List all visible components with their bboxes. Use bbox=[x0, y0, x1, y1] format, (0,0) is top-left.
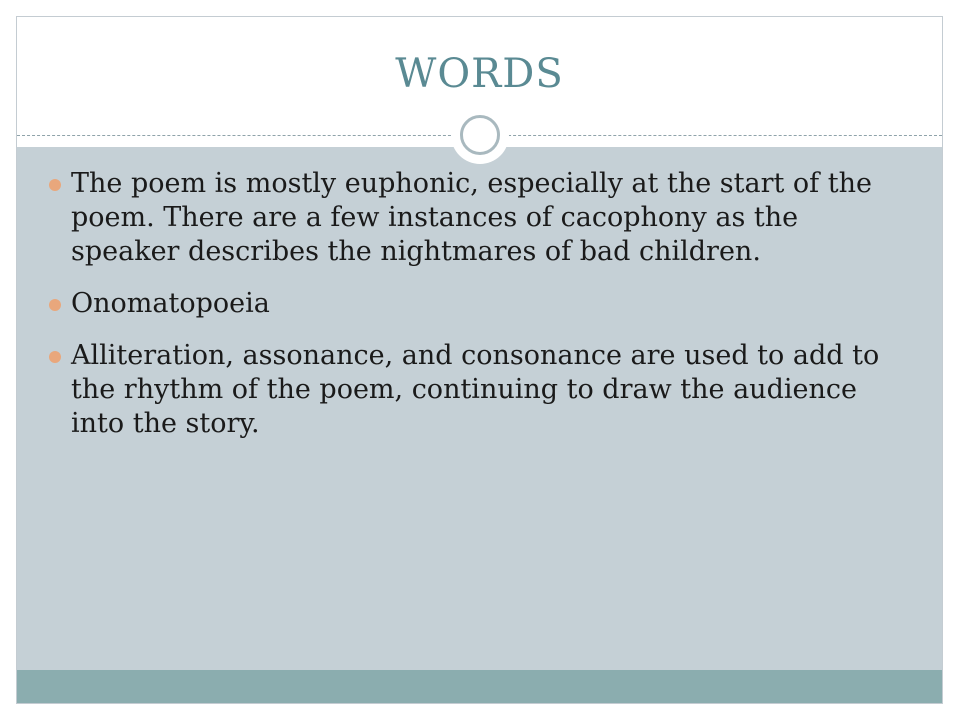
bullet-text: The poem is mostly euphonic, especially at the start of the poem. There are a few instances of cacophony as the speaker describes the nightmares of bad children. bbox=[71, 168, 872, 267]
ornament-ring bbox=[460, 115, 500, 155]
bullet-item bbox=[49, 167, 909, 269]
bullet-text: Onomatopoeia bbox=[71, 288, 270, 319]
bullet-list bbox=[49, 167, 909, 459]
bullet-item bbox=[49, 287, 909, 321]
bullet-dot-icon bbox=[49, 351, 61, 363]
slide-title: WORDS bbox=[395, 51, 564, 97]
bullet-text: Alliteration, assonance, and consonance are used to add to the rhythm of the poem, continuing to draw the audience into the story. bbox=[71, 340, 880, 439]
bullet-dot-icon bbox=[49, 179, 61, 191]
bullet-dot-icon bbox=[49, 299, 61, 311]
circle-ring-icon bbox=[451, 106, 509, 164]
slide-frame bbox=[16, 16, 943, 704]
bullet-item bbox=[49, 339, 909, 441]
footer-bar bbox=[17, 670, 942, 703]
